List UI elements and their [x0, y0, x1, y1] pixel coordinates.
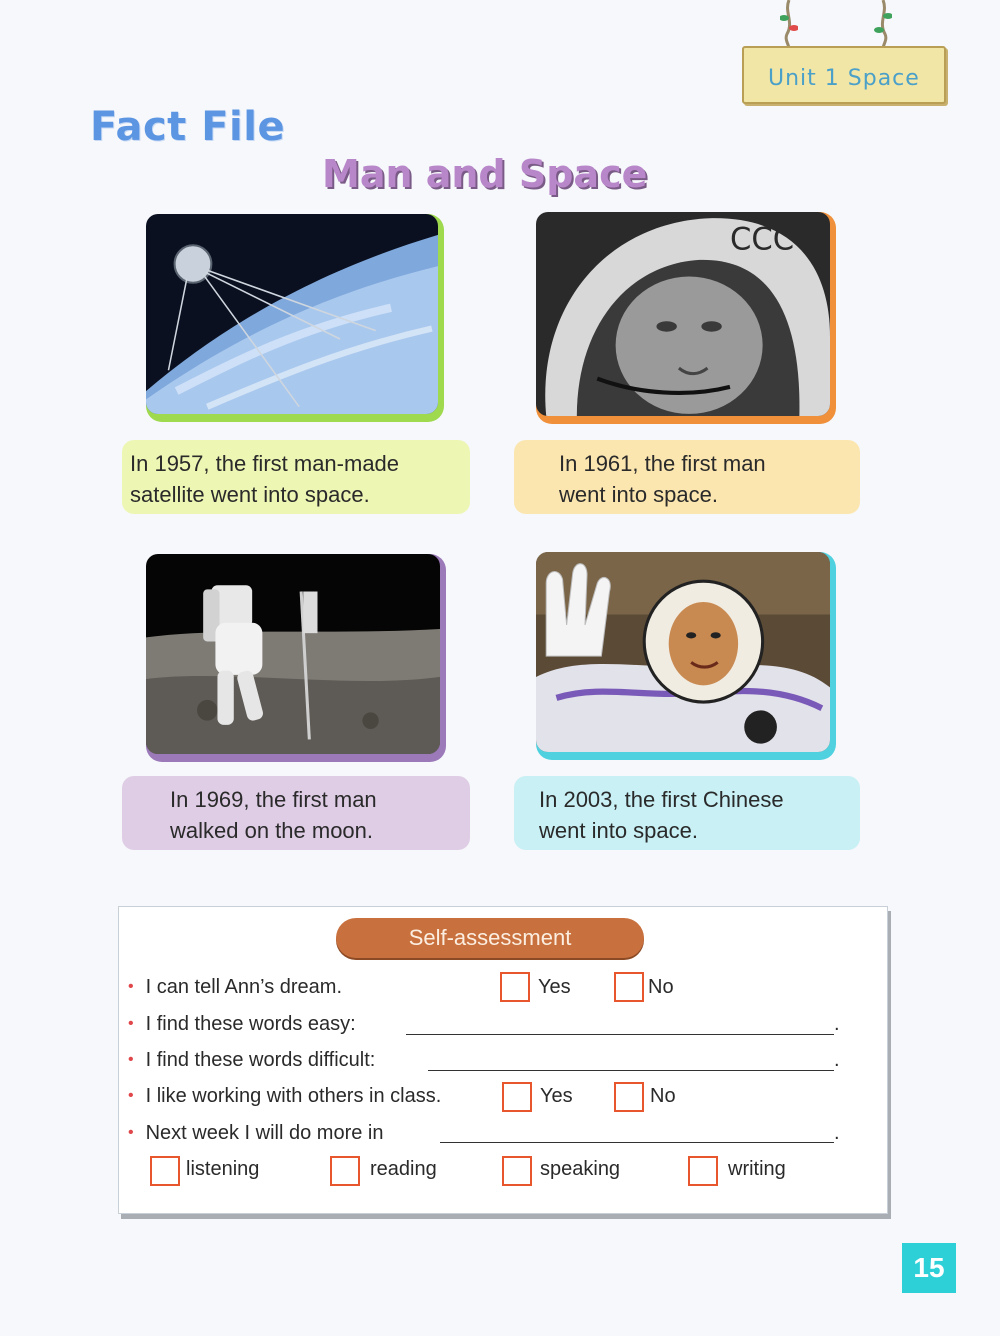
bullet-icon: • — [128, 1124, 134, 1141]
satellite-photo — [146, 214, 438, 414]
vine-decoration — [874, 0, 892, 50]
bullet-icon: • — [128, 1015, 134, 1032]
unit-sign — [742, 46, 942, 102]
chinese-astronaut-photo — [536, 552, 830, 752]
photo-frame-1957 — [146, 214, 444, 422]
caption-line: satellite went into space. — [130, 482, 370, 507]
easy-words-answer-line[interactable] — [406, 1034, 834, 1035]
page-number: 15 — [902, 1243, 956, 1293]
skill-label-writing: writing — [728, 1158, 786, 1180]
speaking-checkbox[interactable] — [502, 1156, 532, 1186]
yes-checkbox[interactable] — [500, 972, 530, 1002]
bullet-icon: • — [128, 978, 134, 995]
row-text: I can tell Ann’s dream. — [145, 976, 343, 998]
line-end: . — [834, 1049, 840, 1071]
writing-checkbox[interactable] — [688, 1156, 718, 1186]
cosmonaut-photo — [536, 212, 830, 416]
fact-caption-1957 — [122, 440, 470, 514]
photo-frame-1969 — [146, 554, 446, 762]
row-text: I find these words difficult: — [145, 1049, 376, 1071]
yes-label: Yes — [540, 1085, 573, 1107]
no-checkbox[interactable] — [614, 1082, 644, 1112]
no-label: No — [648, 976, 674, 998]
reading-checkbox[interactable] — [330, 1156, 360, 1186]
caption-line: went into space. — [559, 482, 718, 507]
no-checkbox[interactable] — [614, 972, 644, 1002]
page-title: Man and Space — [322, 152, 648, 196]
caption-line: In 2003, the first Chinese — [539, 787, 784, 812]
difficult-words-answer-line[interactable] — [428, 1070, 834, 1071]
fact-caption-1969 — [122, 776, 470, 850]
caption-line: In 1961, the first man — [559, 451, 766, 476]
caption-line: went into space. — [539, 818, 698, 843]
caption-line: In 1957, the first man-made — [130, 451, 400, 476]
assessment-row — [128, 1085, 441, 1108]
yes-label: Yes — [538, 976, 571, 998]
skill-label-listening: listening — [186, 1158, 260, 1180]
assessment-row — [128, 1122, 383, 1145]
photo-frame-1961 — [536, 212, 836, 424]
bullet-icon: • — [128, 1051, 134, 1068]
bullet-icon: • — [128, 1087, 134, 1104]
listening-checkbox[interactable] — [150, 1156, 180, 1186]
helmet-lettering: CCC — [729, 221, 795, 258]
section-heading: Fact File — [90, 104, 286, 150]
skill-label-reading: reading — [370, 1158, 437, 1180]
fact-caption-1961 — [514, 440, 860, 514]
line-end: . — [834, 1122, 840, 1144]
photo-frame-2003 — [536, 552, 836, 760]
assessment-row — [128, 976, 342, 999]
self-assessment-header: Self-assessment — [336, 918, 644, 958]
row-text: I find these words easy: — [145, 1013, 356, 1035]
no-label: No — [650, 1085, 676, 1107]
row-text: Next week I will do more in — [145, 1122, 384, 1144]
moonwalk-photo — [146, 554, 440, 754]
next-week-answer-line[interactable] — [440, 1142, 834, 1143]
yes-checkbox[interactable] — [502, 1082, 532, 1112]
fact-caption-2003 — [514, 776, 860, 850]
skill-label-speaking: speaking — [540, 1158, 621, 1180]
vine-decoration — [780, 0, 798, 50]
assessment-row — [128, 1013, 356, 1036]
assessment-row — [128, 1049, 375, 1072]
line-end: . — [834, 1013, 840, 1035]
caption-line: In 1969, the first man — [170, 787, 377, 812]
caption-line: walked on the moon. — [170, 818, 374, 843]
row-text: I like working with others in class. — [145, 1085, 442, 1107]
unit-label: Unit 1 Space — [768, 66, 920, 91]
